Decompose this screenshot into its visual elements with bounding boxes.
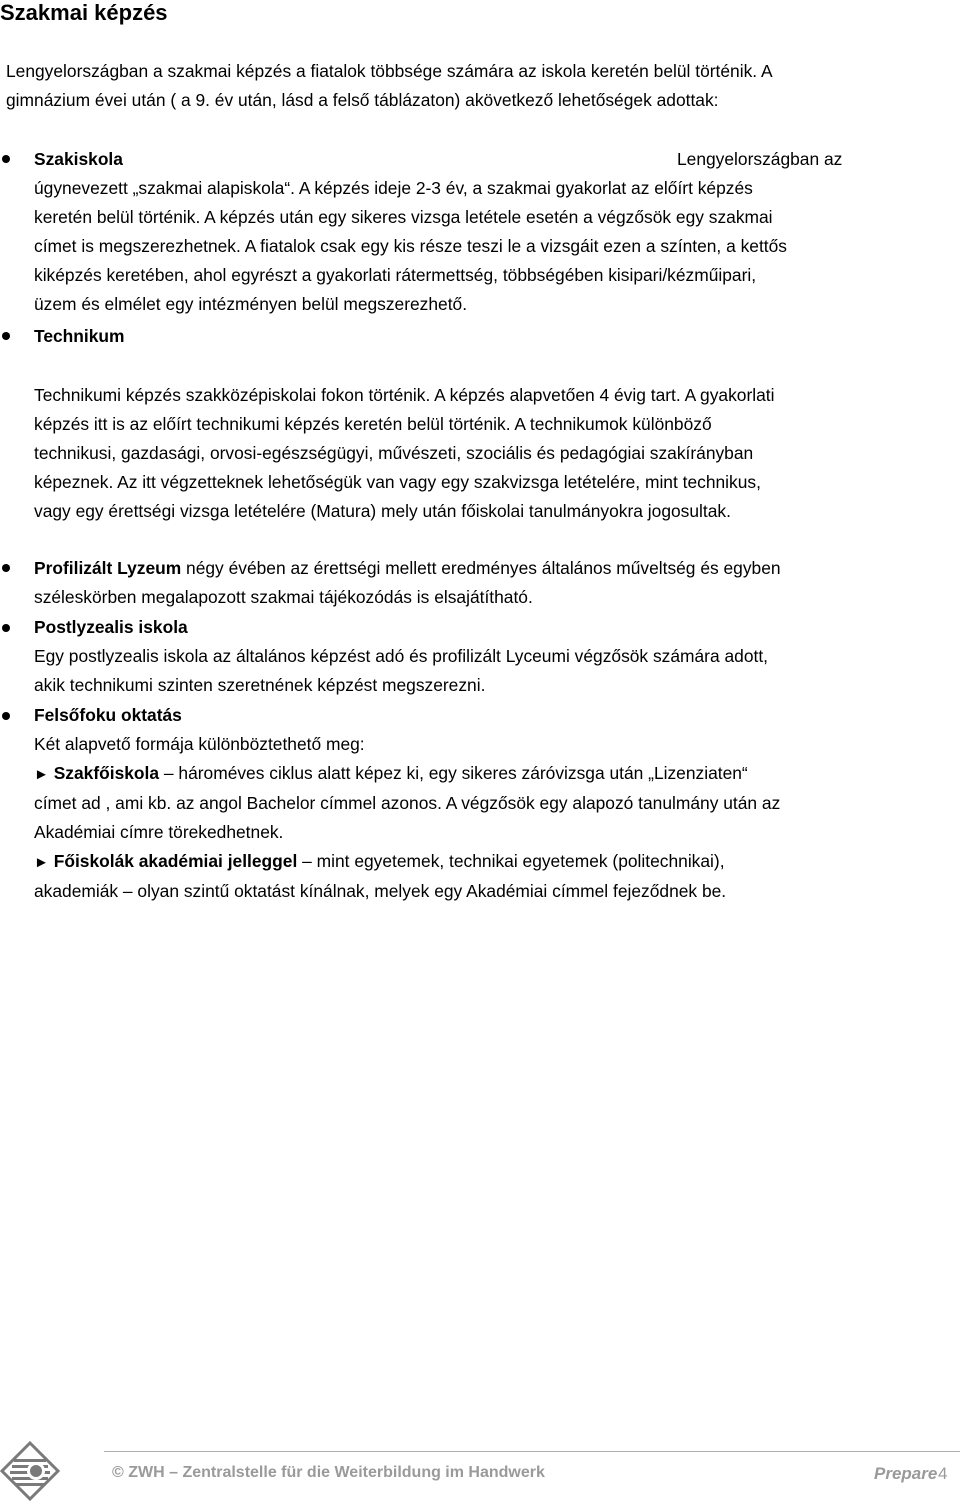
text-line: képzés itt is az előírt technikumi képzés keretén belül történik. A technikumok különböző — [34, 414, 712, 434]
text-line: technikusi, gazdasági, orvosi-egészségügyi, művészeti, szociális és pedagógiai szakírányban — [34, 443, 754, 463]
heading-right-text: Lengyelországban az — [677, 149, 843, 169]
section-heading: Felsőfoku oktatás — [34, 705, 182, 725]
text-fragment: négy évében az érettségi mellett eredményes általános műveltség és egyben — [181, 558, 781, 578]
section-heading: Postlyzealis iskola — [34, 617, 188, 637]
item-heading: Szakfőiskola — [53, 763, 160, 783]
footer-divider — [104, 1451, 960, 1452]
page-title: Szakmai képzés — [0, 0, 168, 25]
text-line: képeznek. Az itt végzetteknek lehetőségük van vagy egy szakvizsga letételére, mint technikus, — [34, 472, 761, 492]
zwh-logo-icon — [0, 1441, 60, 1501]
text-line: Technikumi képzés szakközépiskolai fokon történik. A képzés alapvetően 4 évig tart. A gyakorlati — [34, 385, 775, 405]
section-heading: Szakiskola — [34, 149, 123, 169]
triangle-right-icon: ► — [34, 766, 49, 783]
intro-line: gimnázium évei után ( a 9. év után, lásd a felső táblázaton) akövetkező lehetőségek adottak: — [6, 90, 719, 110]
bullet-icon — [2, 624, 10, 632]
technikum-body — [34, 381, 952, 526]
text-line: címet ad , ami kb. az angol Bachelor címmel azonos. A végzősök egy alapozó tanulmány után az — [34, 793, 781, 813]
text-line — [34, 847, 952, 877]
item-heading: Főiskolák akadémiai jelleggel — [53, 851, 298, 871]
triangle-right-icon: ► — [34, 854, 49, 871]
text-fragment: – mint egyetemek, technikai egyetemek (politechnikai), — [297, 851, 725, 871]
section-szakiskola — [34, 145, 952, 319]
section-technikum — [34, 322, 952, 351]
text-line — [34, 759, 952, 789]
text-line: keretén belül történik. A képzés után egy sikeres vizsga letétele esetén a végzősök egy szakmai — [34, 207, 773, 227]
text-line: akademiák – olyan szintű oktatást kínálnak, melyek egy Akadémiai címmel fejeződnek be. — [34, 881, 727, 901]
text-line: kiképzés keretében, ahol egyrészt a gyakorlati rátermettség, többségében kisipari/kézműipari, — [34, 265, 757, 285]
text-line: úgynevezett „szakmai alapiskola“. A képzés ideje 2-3 év, a szakmai gyakorlat az előírt képzés — [34, 178, 753, 198]
section-lyzeum — [34, 554, 952, 612]
szakiskola-heading-line — [34, 145, 952, 174]
footer-copyright: © ZWH – Zentralstelle für die Weiterbildung im Handwerk — [112, 1464, 545, 1481]
page-number: 4 — [938, 1464, 948, 1483]
section-postlyzealis — [34, 613, 952, 700]
text-line — [34, 554, 952, 583]
text-line: vagy egy érettségi vizsga letételére (Matura) mely után főiskolai tanulmányokra jogosultak. — [34, 501, 731, 521]
bullet-icon — [2, 155, 10, 163]
text-line: Egy postlyzealis iskola az általános képzést adó és profilizált Lyceumi végzősök számára adott, — [34, 646, 768, 666]
section-heading: Technikum — [34, 326, 125, 346]
text-line: Akadémiai címre törekedhetnek. — [34, 822, 284, 842]
text-line: széleskörben megalapozott szakmai tájékozódás is elsajátítható. — [34, 587, 533, 607]
text-fragment: – hároméves ciklus alatt képez ki, egy sikeres záróvizsga után „Lizenziaten“ — [159, 763, 748, 783]
text-line: Két alapvető formája különböztethető meg: — [34, 734, 365, 754]
bullet-icon — [2, 712, 10, 720]
bullet-icon — [2, 332, 10, 340]
footer-prepare-logo: Prepare — [874, 1464, 938, 1483]
text-line: akik technikumi szinten szeretnének képzést megszerezni. — [34, 675, 486, 695]
intro-line: Lengyelországban a szakmai képzés a fiatalok többsége számára az iskola keretén belül történik. A — [6, 61, 773, 81]
section-felsofoku — [34, 701, 952, 906]
text-line: címet is megszerezhetnek. A fiatalok csak egy kis része teszi le a vizsgáit ezen a színten, a kettős — [34, 236, 787, 256]
text-line: üzem és elmélet egy intézményen belül megszerezhető. — [34, 294, 468, 314]
bullet-icon — [2, 564, 10, 572]
section-heading: Profilizált Lyzeum — [34, 558, 182, 578]
intro-paragraph — [6, 57, 952, 115]
